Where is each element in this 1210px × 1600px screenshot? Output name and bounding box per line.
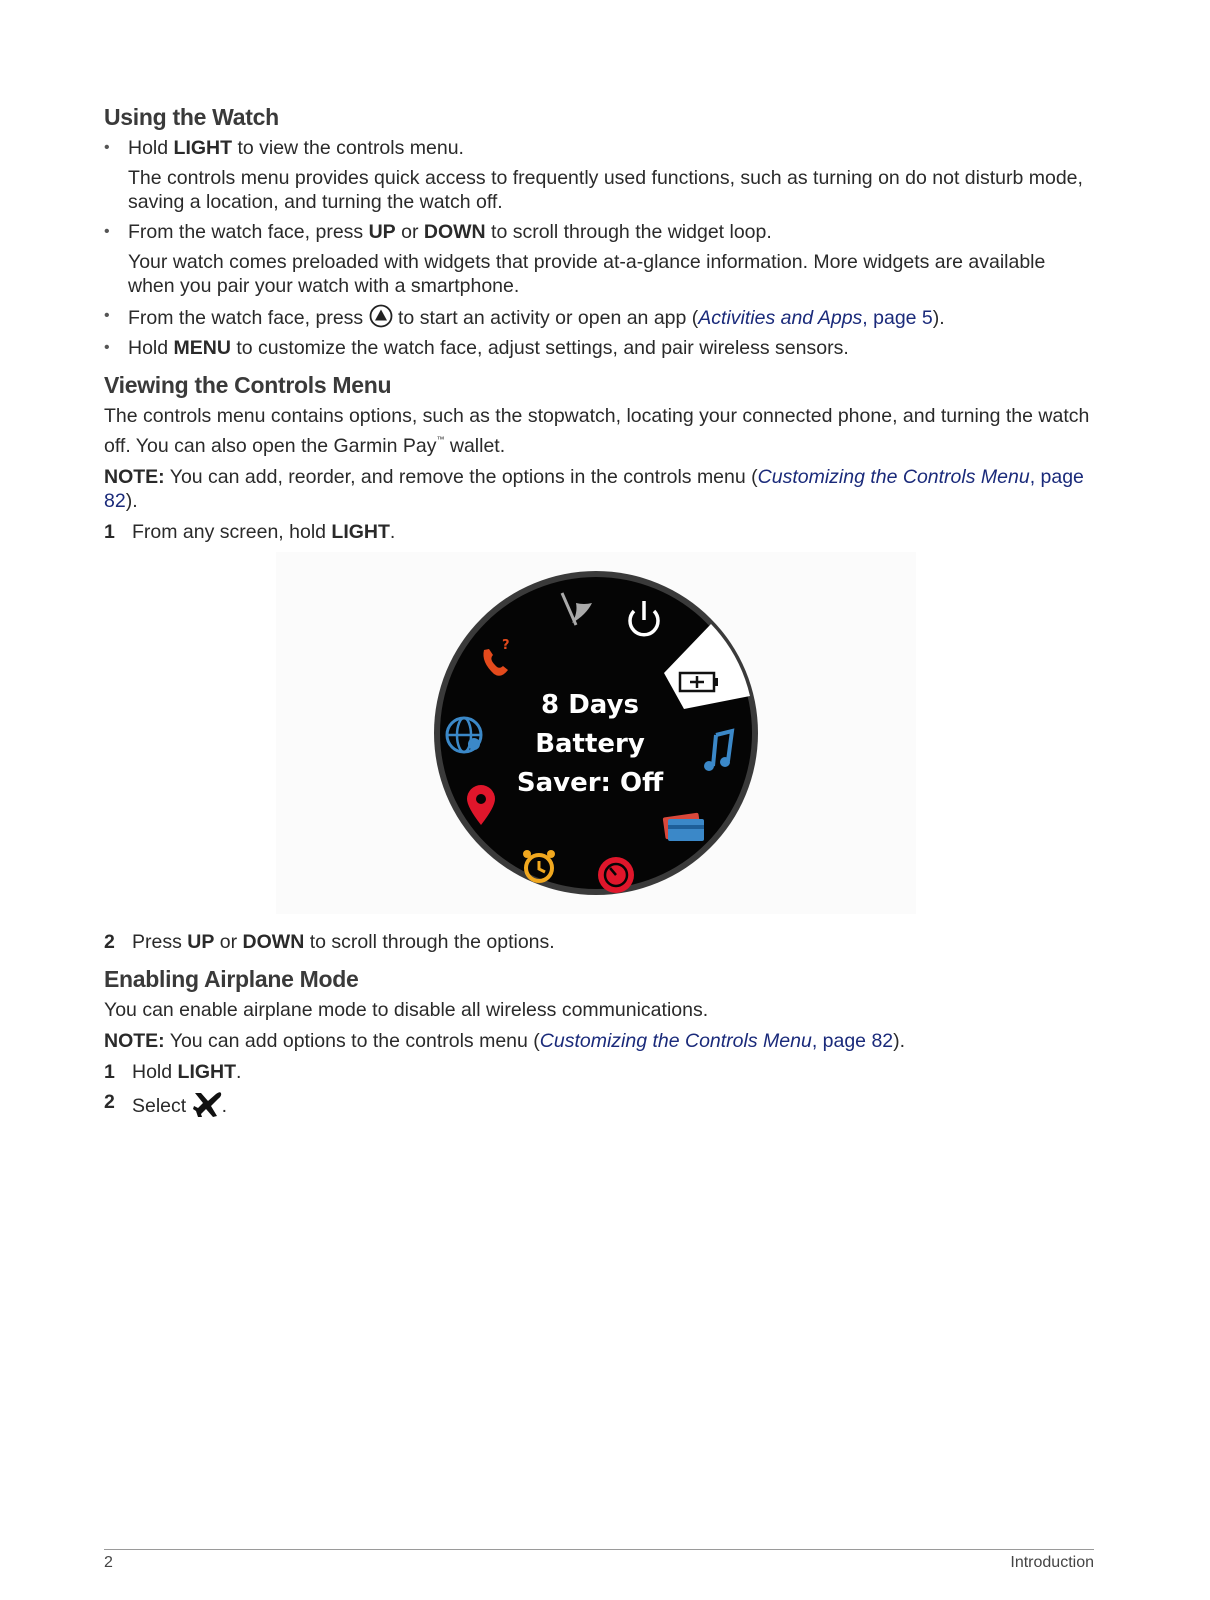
heading-using-the-watch: Using the Watch [104,104,279,130]
controls-note: NOTE: You can add, reorder, and remove the options in the controls menu (Customizing the Controls Menu, page 82). [104,466,1084,512]
heading-enabling-airplane-mode: Enabling Airplane Mode [104,966,359,992]
airplane-paragraph: You can enable airplane mode to disable all wireless communications. [104,999,709,1021]
bullet-hold-menu: • Hold MENU to customize the watch face, adjust settings, and pair wireless sensors. [104,337,849,359]
watch-text-line1: 8 Days [541,690,639,720]
watch-text-line2: Battery [535,729,645,759]
customizing-controls-link[interactable]: Customizing the Controls Menu, page 82 [104,466,1084,512]
bullet-detail: The controls menu provides quick access to frequently used functions, such as turning on do not disturb mode, saving a location, and turning the watch off. [128,167,1083,213]
bullet-hold-light: • Hold LIGHT to view the controls menu. The controls menu provides quick access to frequently used functions, such as turning on do not disturb mode, saving a location, and turning the watch off. [104,136,1094,214]
page-number: 2 [104,1554,113,1571]
airplane-note: NOTE: You can add options to the controls menu (Customizing the Controls Menu, page 82). [104,1030,906,1052]
step-item: 1 Hold LIGHT. [104,1061,242,1083]
stopwatch-icon [598,857,634,893]
airplane-steps [104,1060,1094,1118]
start-button-icon [369,304,393,328]
watch-text-line3: Saver: Off [516,768,664,798]
svg-text:?: ? [502,638,510,653]
controls-steps-continued [104,930,1094,954]
bullet-scroll-widgets: • From the watch face, press UP or DOWN to scroll through the widget loop. Your watch comes preloaded with widgets that provide at-a-glance information. More widgets are available when you pair your watch with a smartphone. [104,220,1094,298]
step-item: 2 Press UP or DOWN to scroll through the options. [104,931,555,953]
footer-divider [104,1549,1094,1550]
step-item: 2 Select . [104,1091,228,1117]
controls-menu-paragraph: The controls menu contains options, such as the stopwatch, locating your connected phone, and turning the watch off. You can also open the Garmin Pay™ wallet. [104,405,1090,457]
footer-section-name: Introduction [1010,1554,1094,1571]
bullet-start-activity: • From the watch face, press to start an activity or open an app (Activities and Apps, page 5). [104,304,1094,330]
page-content [104,98,1094,1124]
bullet-dot: • [104,339,110,356]
customizing-controls-link[interactable]: Customizing the Controls Menu, page 82 [539,1030,894,1052]
bullet-dot: • [104,223,110,240]
controls-menu-figure [276,552,916,914]
bullet-dot: • [104,139,110,156]
activities-apps-link[interactable]: Activities and Apps, page 5 [698,307,933,329]
watch-face-image [426,563,766,903]
bullet-detail: Your watch comes preloaded with widgets that provide at-a-glance information. More widgets are available when you pair your watch with a smartphone. [128,251,1046,297]
controls-steps [104,520,1094,544]
heading-viewing-controls-menu: Viewing the Controls Menu [104,372,392,398]
wallet-icon [663,813,704,841]
usage-bullet-list [104,136,1094,360]
step-item: 1 From any screen, hold LIGHT. [104,521,396,543]
bullet-dot: • [104,307,110,324]
airplane-icon [192,1090,222,1118]
